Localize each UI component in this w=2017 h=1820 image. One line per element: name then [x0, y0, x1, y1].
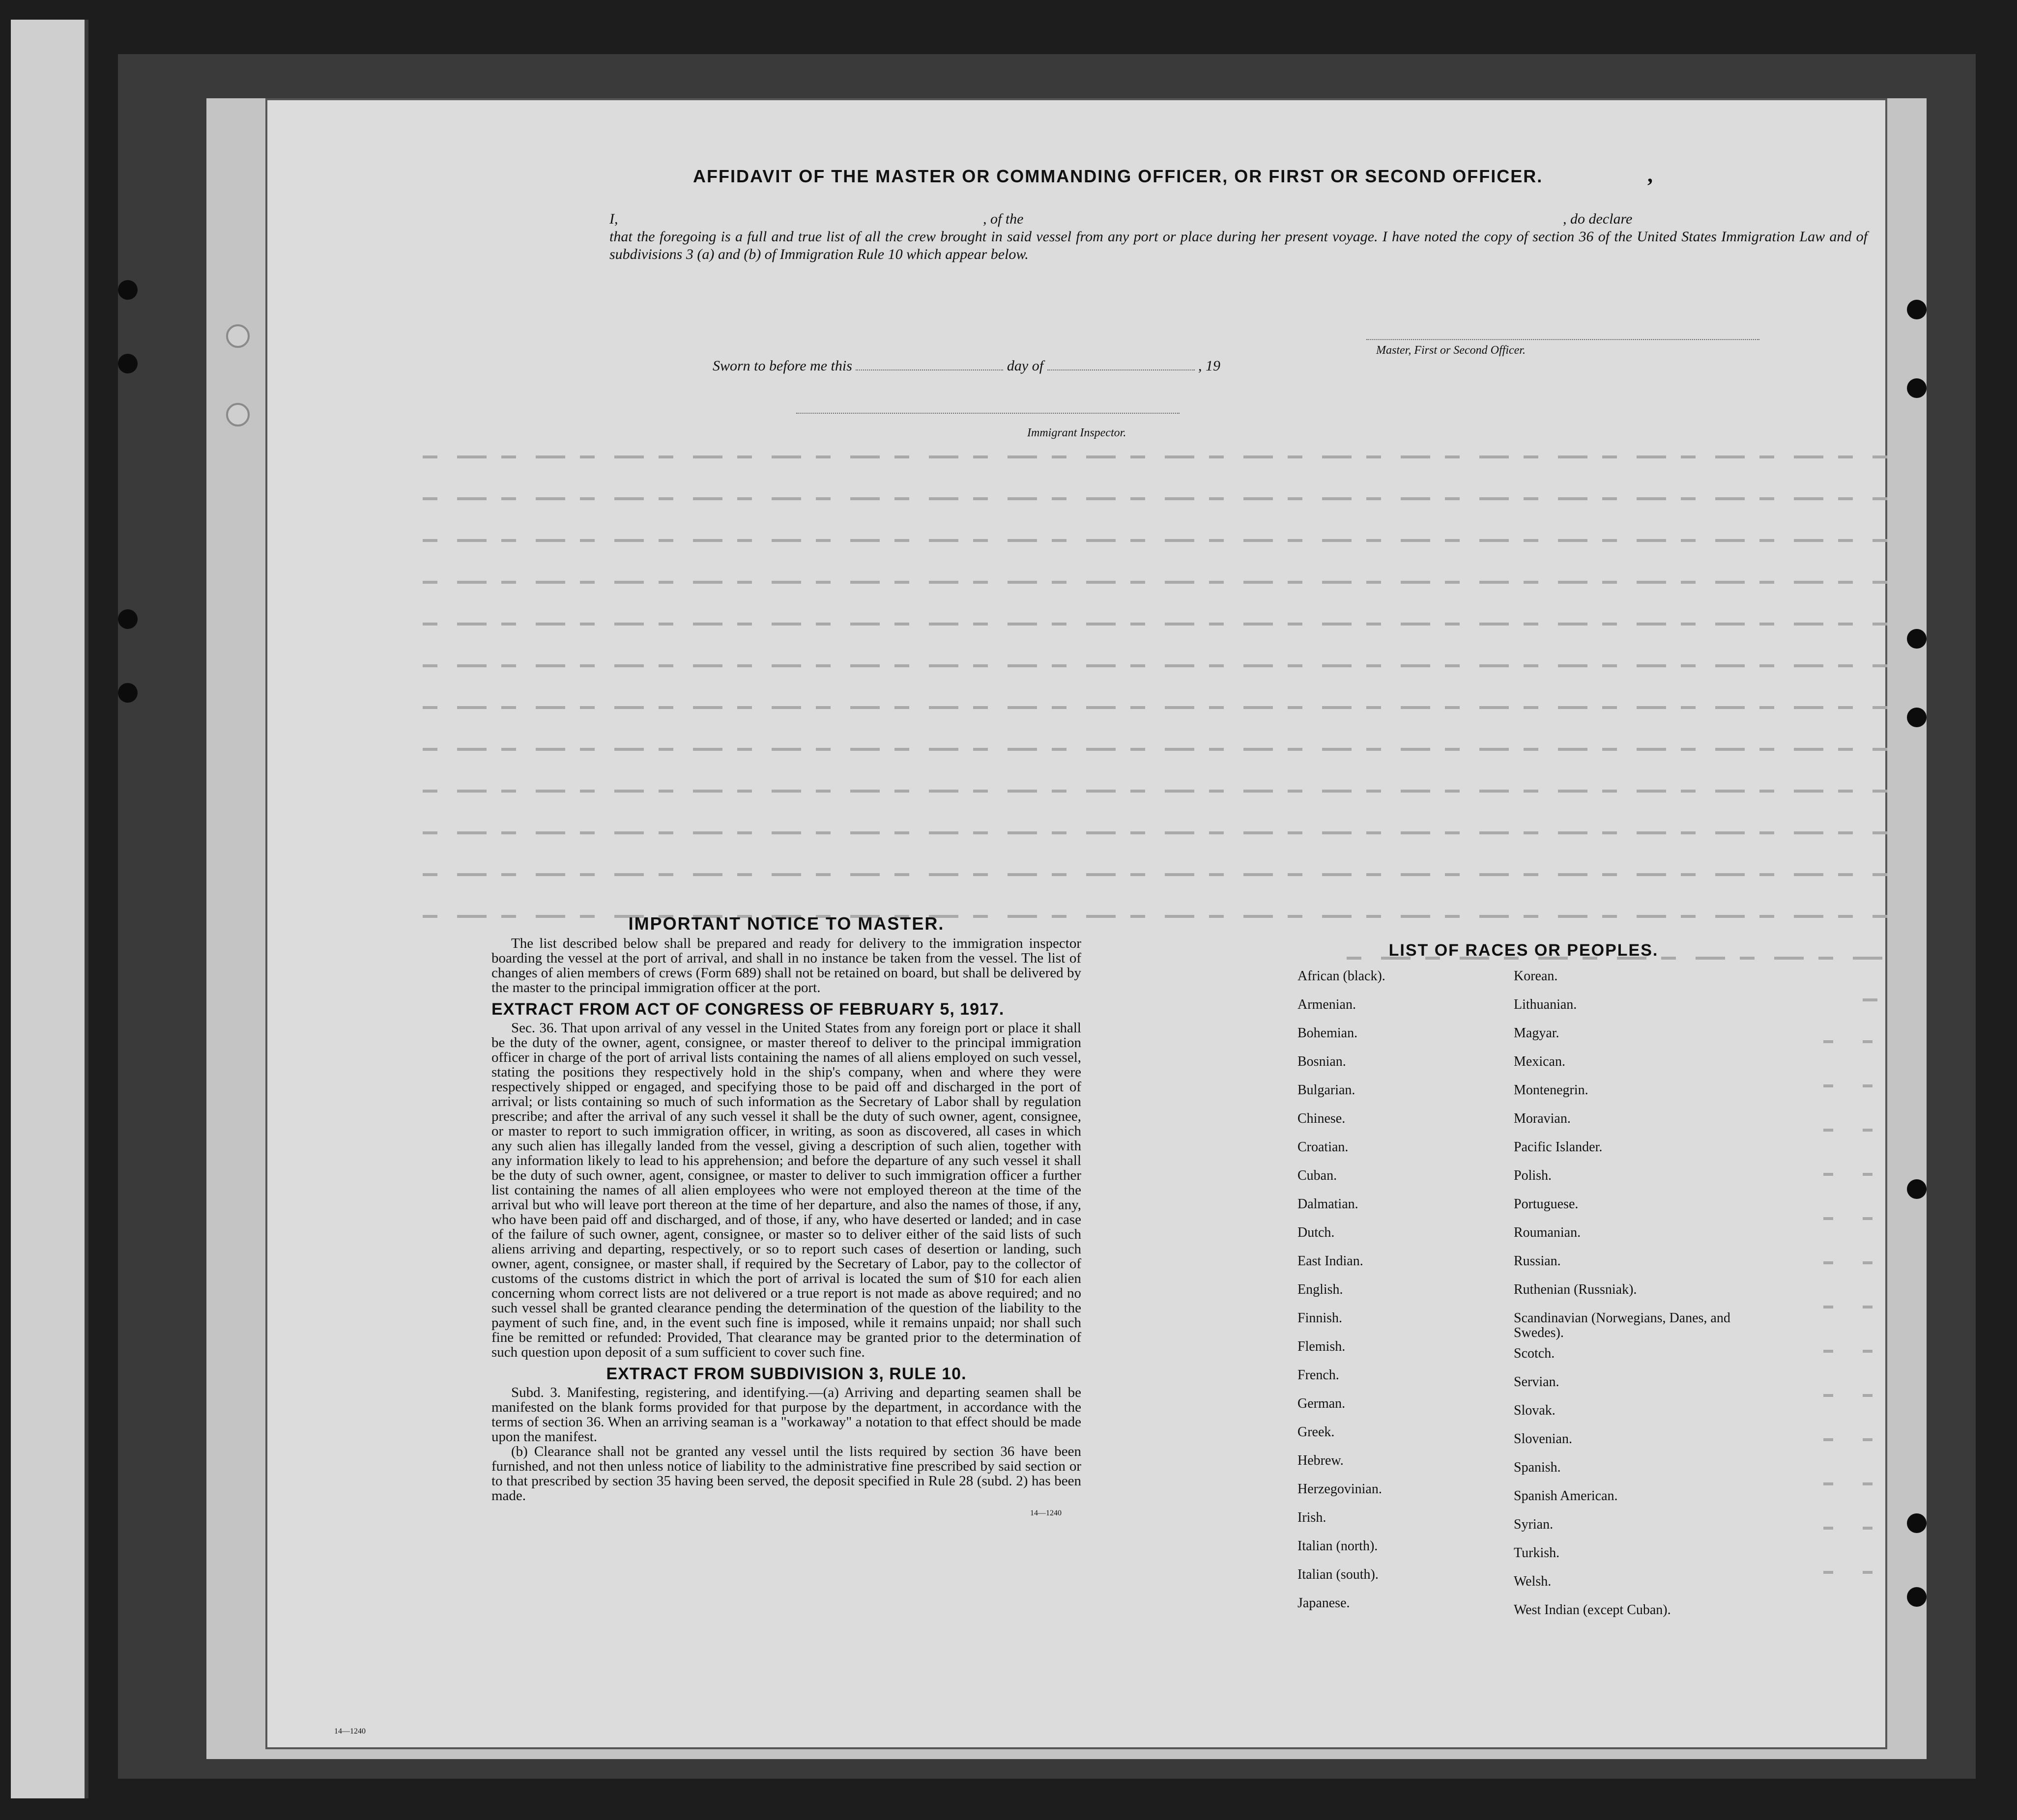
race-item: Mexican. [1514, 1054, 1565, 1069]
race-item: African (black). [1297, 968, 1385, 984]
race-item: Scotch. [1514, 1346, 1555, 1361]
race-item: Flemish. [1297, 1339, 1346, 1354]
race-item: Pacific Islander. [1514, 1139, 1603, 1155]
act-heading: EXTRACT FROM ACT OF CONGRESS OF FEBRUARY 5, 1917. [491, 1000, 1005, 1019]
race-item: Spanish American. [1514, 1488, 1618, 1504]
race-item: Bohemian. [1297, 1025, 1358, 1041]
race-item: Irish. [1297, 1510, 1326, 1525]
notice-text: The list described below shall be prepared and ready for delivery to the immigration inspector boarding the vessel at the port of arrival, and shall in no instance be taken from the vessel. The list of changes of alien members of crews (Form 689) shall not be retained on board, but shall be delivered by the master to the principal immigration officer at the port. [491, 936, 1081, 995]
punch-hole [1907, 708, 1927, 727]
race-item: Turkish. [1514, 1545, 1560, 1561]
race-item: Greek. [1297, 1424, 1335, 1440]
rule-heading: EXTRACT FROM SUBDIVISION 3, RULE 10. [606, 1365, 967, 1383]
races-column-1 [1297, 969, 1514, 1631]
race-item: Armenian. [1297, 997, 1356, 1012]
race-item: Magyar. [1514, 1025, 1559, 1041]
manifest-page [265, 98, 1887, 1749]
race-item: Slovenian. [1514, 1431, 1572, 1447]
race-item: Bulgarian. [1297, 1082, 1355, 1098]
affidavit-title: AFFIDAVIT OF THE MASTER OR COMMANDING OFFICER, OR FIRST OR SECOND OFFICER. [693, 166, 1543, 186]
punch-ring [226, 403, 250, 427]
punch-hole [118, 354, 138, 373]
race-item: Polish. [1514, 1168, 1552, 1183]
sworn-label: Sworn to before me this [713, 358, 852, 374]
punch-ring [226, 324, 250, 348]
rule-text-a: Subd. 3. Manifesting, registering, and identifying.—(a) Arriving and departing seamen shall be manifested on the blank forms provided for that purpose by the department, in accordance with the terms of section 36. When an arriving seaman is a "workaway" a notation to that effect should be made upon the manifest. [491, 1385, 1081, 1445]
pencil-mark: ‚ [1646, 163, 1654, 187]
binder-edge [11, 20, 88, 1798]
notice-heading: IMPORTANT NOTICE TO MASTER. [628, 913, 945, 934]
race-item: Hebrew. [1297, 1453, 1344, 1468]
punch-hole [1907, 1587, 1927, 1607]
sworn-line [713, 358, 1597, 374]
race-item: Servian. [1514, 1374, 1559, 1390]
punch-hole [1907, 300, 1927, 319]
race-item: French. [1297, 1367, 1339, 1383]
race-item: Dalmatian. [1297, 1196, 1358, 1212]
affidavit-line [609, 210, 1868, 228]
race-item: Welsh. [1514, 1574, 1552, 1589]
race-item: West Indian (except Cuban). [1514, 1602, 1671, 1618]
race-item: Slovak. [1514, 1403, 1556, 1418]
punch-hole [1907, 629, 1927, 649]
race-item: English. [1297, 1282, 1343, 1297]
punch-hole [1907, 378, 1927, 398]
punch-hole [118, 609, 138, 629]
races-heading: LIST OF RACES OR PEOPLES. [1388, 941, 1659, 960]
race-item: Bosnian. [1297, 1054, 1346, 1069]
race-item: Herzegovinian. [1297, 1481, 1382, 1497]
race-item: Cuban. [1297, 1168, 1337, 1183]
affidavit-of-the: , of the [983, 211, 1024, 227]
rule-text-b: (b) Clearance shall not be granted any vessel until the lists required by section 36 have been furnished, and not then unless notice of liability to the administrative fine prescribed by said section or to that prescribed by section 35 having been served, the deposit specified in Rule 28 (subd. 2) has been made. [491, 1444, 1081, 1504]
year-label: , 19 [1198, 358, 1221, 374]
notice-block [491, 913, 1081, 1521]
affidavit-body: that the foregoing is a full and true list of all the crew brought in said vessel from any port or place during her present voyage. I have noted the copy of section 36 of the United States Immigration Law and of subdivisions 3 (a) and (b) of Immigration Rule 10 which appear below. [609, 228, 1868, 262]
footer-form-number: 14—1240 [334, 1727, 366, 1735]
punch-hole [1907, 1513, 1927, 1533]
race-item: Italian (south). [1297, 1567, 1379, 1582]
punch-hole [118, 683, 138, 703]
race-item: Scandinavian (Norwegians, Danes, and Swedes). [1514, 1310, 1730, 1340]
punch-hole [118, 280, 138, 300]
inspector-label: Immigrant Inspector. [1027, 427, 1126, 439]
race-item: Roumanian. [1514, 1225, 1581, 1240]
rule-form-number: 14—1240 [1030, 1509, 1062, 1517]
race-item: Italian (north). [1297, 1538, 1378, 1554]
race-item: Portuguese. [1514, 1196, 1579, 1212]
race-item: East Indian. [1297, 1253, 1363, 1269]
affidavit-block [609, 210, 1868, 263]
race-item: Dutch. [1297, 1225, 1335, 1240]
race-item: Lithuanian. [1514, 997, 1577, 1012]
race-item: Finnish. [1297, 1310, 1343, 1326]
races-column-2 [1514, 969, 1740, 1631]
affidavit-i: I, [609, 211, 618, 227]
races-columns [1297, 969, 1838, 1631]
race-item: Japanese. [1297, 1595, 1350, 1611]
race-item: Russian. [1514, 1253, 1561, 1269]
race-item: Syrian. [1514, 1517, 1554, 1532]
signature-label: Master, First or Second Officer. [1376, 344, 1526, 357]
race-item: Montenegrin. [1514, 1082, 1588, 1098]
act-text: Sec. 36. That upon arrival of any vessel in the United States from any foreign port or place it shall be the duty of the owner, agent, consignee, or master thereof to deliver to the principal immigration officer in charge of the port of arrival lists containing the names of all aliens employed on such vessel, stating the positions they respectively hold in the ship's company, when and where they were respectively shipped or engaged, and specifying those to be paid off and discharged in the port of arrival; or lists containing so much of such information as the Secretary of Labor shall by regulation prescribe; and after the arrival of any such vessel it shall be the duty of such owner, agent, consignee, or master to report to such immigration officer, in writing, as soon as discovered, all cases in which any such alien has illegally landed from the vessel, giving a description of such alien, together with any information likely to lead to his apprehension; and before the departure of any such vessel it shall be the duty of such owner, agent, consignee, or master to deliver to such immigration officer a further list containing the names of all alien employees who were not employed thereon at the time of the arrival but who will leave port thereon at the time of her departure, and also the names of those, if any, who have been paid off and discharged, and of those, if any, who have deserted or landed; and in case of the failure of such owner, agent, consignee, or master so to deliver either of the said lists of such aliens arriving and departing, respectively, or so to report such cases of desertion or landing, such owner, agent, consignee, or master shall, if required by the Secretary of Labor, pay to the collector of customs of the customs district in which the port of arrival is located the sum of $10 for each alien concerning whom correct lists are not delivered or a true report is not made as above required; and no such vessel shall be granted clearance pending the determination of the question of the liability to the payment of such fine, and, in the event such fine is imposed, while it remains unpaid; nor shall such fine be remitted or refunded: Provided, That clearance may be granted prior to the determination of such question upon deposit of a sum sufficient to cover such fine. [491, 1020, 1081, 1360]
races-block [1297, 941, 1838, 1631]
race-item: Ruthenian (Russniak). [1514, 1282, 1637, 1297]
race-item: Moravian. [1514, 1111, 1571, 1126]
inspector-line [796, 413, 1180, 414]
race-item: Croatian. [1297, 1139, 1349, 1155]
affidavit-do-declare: , do declare [1563, 211, 1633, 227]
punch-hole [1907, 1179, 1927, 1199]
race-item: Chinese. [1297, 1111, 1346, 1126]
race-item: Korean. [1514, 968, 1558, 984]
race-item: German. [1297, 1396, 1346, 1411]
race-item: Spanish. [1514, 1460, 1561, 1475]
day-of-label: day of [1007, 358, 1044, 374]
signature-line [1366, 339, 1759, 340]
